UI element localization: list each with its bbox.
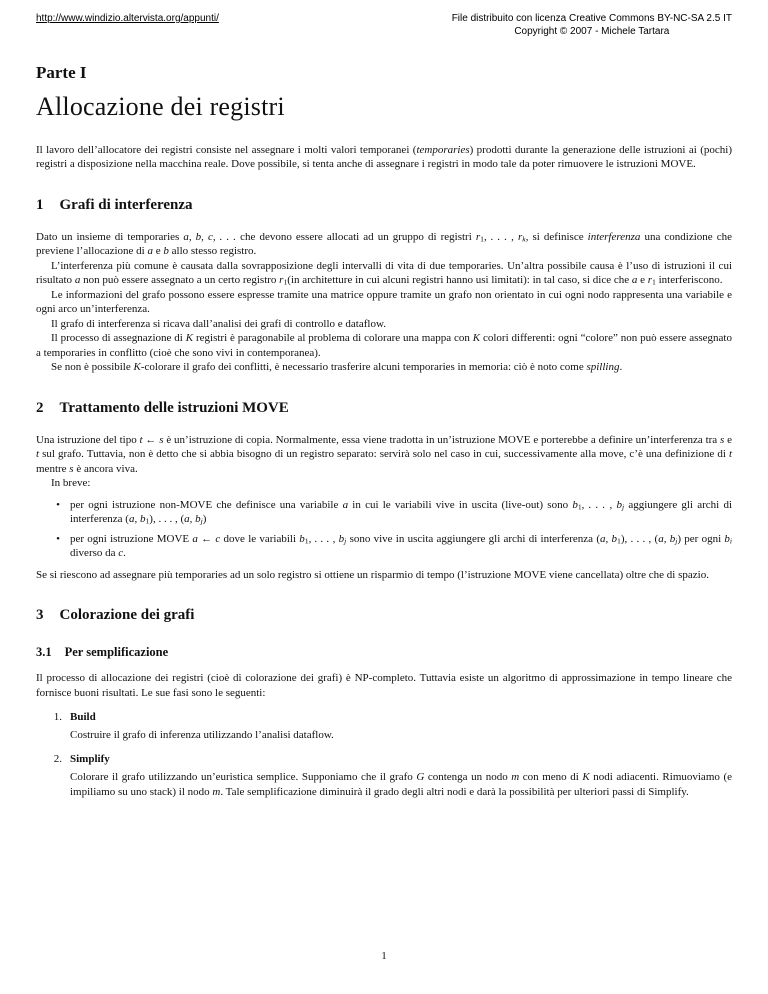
list-item bbox=[36, 752, 732, 800]
text-segment: c bbox=[215, 532, 221, 545]
s3-paragraph-1 bbox=[36, 671, 732, 700]
text-segment: 1 bbox=[283, 277, 288, 287]
text-segment: sono vive in uscita aggiungere gli archi di interferenza ( bbox=[346, 532, 600, 545]
text-segment: s bbox=[159, 433, 164, 446]
bullet-icon: • bbox=[56, 532, 60, 545]
text-segment: spilling bbox=[586, 361, 620, 374]
text-segment: ), . . . , ( bbox=[149, 513, 185, 526]
text-segment: ) prodotti durante la generazione delle istruzioni ai (pochi) registri a disposizione nella macchina reale. Dove possibile, si tenta anche di assegnare i registri in modo tale da poter rimuovere le istruzioni MOVE. bbox=[36, 143, 732, 171]
text-segment: L’interferenza più comune è causata dalla sovrapposizione degli intervalli di vita di due temporaries. Un’altra possibile causa è l’uso di istruzioni il cui risultato bbox=[36, 259, 732, 287]
section-3-title: Colorazione dei grafi bbox=[59, 607, 195, 624]
text-segment: K bbox=[133, 361, 141, 374]
text-segment: in cui le variabili vive in uscita (live-out) sono bbox=[348, 498, 573, 511]
s1-paragraph-5 bbox=[36, 331, 732, 360]
item-number: 1. bbox=[53, 710, 62, 723]
text-segment: e bbox=[724, 433, 732, 446]
section-3-heading bbox=[36, 606, 732, 626]
section-1-number: 1 bbox=[36, 196, 44, 213]
text-segment: 1 bbox=[480, 234, 484, 244]
part-label: Parte I bbox=[36, 63, 87, 82]
text-segment: e bbox=[152, 245, 164, 258]
text-segment: (in architetture in cui alcuni registri hanno usi limitati): in tal caso, si dice che bbox=[287, 274, 632, 287]
intro-paragraph bbox=[36, 143, 732, 172]
text-segment: K bbox=[472, 332, 481, 345]
text-segment: a bbox=[74, 274, 81, 287]
text-segment: r bbox=[279, 274, 284, 287]
text-segment: aggiungere gli archi di interferenza ( bbox=[70, 498, 733, 526]
text-segment: interferiscono. bbox=[655, 274, 723, 287]
text-segment: con meno di bbox=[519, 771, 583, 784]
text-segment: a bbox=[192, 532, 198, 545]
section-2-title: Trattamento delle istruzioni MOVE bbox=[59, 399, 289, 416]
text-segment: è ancora viva. bbox=[73, 462, 138, 475]
text-segment: a, b, c, . . . bbox=[183, 230, 237, 243]
text-segment: allo stesso registro. bbox=[168, 245, 257, 258]
license-block bbox=[452, 12, 732, 38]
text-segment: j bbox=[621, 502, 625, 512]
text-segment: Il grafo di interferenza si ricava dall’analisi dei grafi di controllo e dataflow. bbox=[51, 317, 386, 330]
text-segment: Il lavoro dell’allocatore dei registri consiste nel assegnare i molti valori temporanei ( bbox=[36, 143, 417, 156]
text-segment: e bbox=[637, 274, 648, 287]
text-segment: temporaries bbox=[416, 143, 470, 156]
item-number: 2. bbox=[53, 752, 62, 765]
text-segment: a, b bbox=[658, 532, 676, 545]
s1-paragraph-3 bbox=[36, 288, 732, 317]
text-segment: . Tale semplificazione diminuirà il grado degli altri nodi e darà la possibilità per ulteriori passi di Simplify. bbox=[220, 785, 689, 798]
text-segment: r bbox=[647, 274, 653, 287]
text-segment: In breve: bbox=[51, 477, 91, 490]
text-segment: sul grafo. Tuttavia, non è detto che si abbia bisogno di un registro separato: servirà solo nel caso in cui, successivamente alla move, c’è una definizione di bbox=[39, 448, 729, 461]
text-segment: a bbox=[147, 245, 153, 258]
text-segment: t bbox=[728, 448, 732, 461]
subsection-title: Per semplificazione bbox=[64, 644, 169, 659]
text-segment: a bbox=[631, 274, 638, 287]
section-1-title: Grafi di interferenza bbox=[59, 196, 193, 213]
list-item bbox=[36, 498, 732, 527]
document-title: Allocazione dei registri bbox=[36, 92, 285, 122]
license-line: File distribuito con licenza Creative Commons BY-NC-SA 2.5 IT bbox=[451, 13, 732, 24]
text-segment: b bbox=[572, 498, 578, 511]
text-segment: m bbox=[212, 785, 221, 798]
text-segment: una condizione che previene l’allocazione di bbox=[36, 230, 732, 258]
text-segment: -colorare il grafo dei conflitti, è necessario trasferire alcuni temporaries in memoria: ciò è noto come bbox=[140, 361, 587, 374]
text-segment: s bbox=[720, 433, 725, 446]
subsection-number: 3.1 bbox=[36, 644, 52, 659]
appunti-link[interactable]: http://www.windizio.altervista.org/appunti/ bbox=[36, 13, 219, 24]
text-segment: b bbox=[299, 532, 305, 545]
item-description bbox=[70, 728, 732, 743]
item-title: Build bbox=[70, 710, 96, 723]
section-1-heading bbox=[36, 196, 732, 216]
text-segment: che devono essere allocati ad un gruppo di registri bbox=[236, 230, 476, 243]
item-title: Simplify bbox=[70, 752, 110, 765]
text-segment: Il processo di allocazione dei registri (cioè di colorazione dei grafi) è NP-completo. Tuttavia esiste un algoritmo di approssimazione in tempo lineare che fornisce buoni risultati. Le sue fasi sono le seguenti: bbox=[36, 672, 732, 699]
text-segment: 1 bbox=[304, 536, 309, 546]
text-segment: c bbox=[118, 547, 124, 560]
text-segment: j bbox=[344, 536, 347, 546]
text-segment: mentre bbox=[36, 462, 70, 475]
text-segment: K bbox=[582, 771, 590, 784]
text-segment: t bbox=[139, 433, 143, 446]
text-segment: registri è paragonabile al problema di colorare una mappa con bbox=[193, 332, 473, 345]
bullet-icon: • bbox=[56, 498, 60, 511]
s1-paragraph-4 bbox=[36, 317, 732, 332]
text-segment: ), . . . , ( bbox=[620, 532, 659, 545]
section-2-heading bbox=[36, 399, 732, 419]
text-segment: per ogni istruzione non-MOVE che definisce una variabile bbox=[70, 498, 343, 511]
text-segment: diverso da bbox=[70, 547, 119, 560]
list-item bbox=[36, 532, 732, 561]
list-item bbox=[36, 710, 732, 743]
list-item-label bbox=[36, 752, 732, 767]
text-segment: ) per ogni bbox=[677, 532, 725, 545]
text-segment: s bbox=[69, 462, 74, 475]
s1-paragraph-6 bbox=[36, 360, 732, 375]
text-segment: r bbox=[475, 230, 481, 243]
text-segment: colori differenti: ogni “colore” non può essere assegnato a temporaries in conflitto (cioè che sono vivi in contemporanea). bbox=[36, 332, 732, 359]
text-segment: Dato un insieme di temporaries bbox=[36, 230, 184, 243]
s1-paragraph-1 bbox=[36, 230, 732, 259]
text-segment: ) bbox=[202, 513, 207, 526]
text-segment: , . . . , r bbox=[483, 230, 523, 243]
text-segment: a, b bbox=[128, 513, 146, 526]
text-segment: Il processo di assegnazione di bbox=[51, 332, 186, 345]
copyright-line: Copyright © 2007 - Michele Tartara bbox=[514, 26, 670, 37]
text-segment: Se non è possibile bbox=[51, 361, 134, 374]
list-item-text bbox=[70, 532, 732, 561]
text-segment: 1 bbox=[577, 502, 582, 512]
list-item-label bbox=[36, 710, 732, 725]
text-segment: , . . . , b bbox=[308, 532, 345, 545]
s2-paragraph-1 bbox=[36, 433, 732, 477]
text-segment: b bbox=[724, 532, 730, 545]
text-segment: Costruire il grafo di inferenza utilizzando l’analisi dataflow. bbox=[70, 729, 334, 742]
text-segment: a, b bbox=[600, 532, 618, 545]
text-segment: per ogni istruzione MOVE bbox=[70, 532, 193, 545]
text-segment: , . . . , b bbox=[581, 498, 622, 511]
text-segment: nodi adiacenti. Rimuoviamo (e impiliamo su uno stack) il nodo bbox=[70, 771, 732, 798]
text-segment: i bbox=[729, 536, 733, 546]
text-segment: Le informazioni del grafo possono essere espresse tramite una matrice oppure tramite un grafo non orientato in cui ogni nodo rappresenta una variabile e ogni arco un’interferenza. bbox=[36, 288, 732, 316]
text-segment: 1 bbox=[617, 536, 621, 546]
text-segment: , si definisce bbox=[525, 230, 588, 243]
text-segment: a bbox=[342, 498, 349, 511]
section-2-number: 2 bbox=[36, 399, 44, 416]
s2-paragraph-3 bbox=[36, 568, 732, 583]
text-segment: k bbox=[522, 234, 526, 244]
text-segment: a, b bbox=[184, 513, 201, 526]
text-segment: interferenza bbox=[587, 230, 641, 243]
text-segment: K bbox=[185, 332, 194, 345]
text-segment: m bbox=[511, 771, 520, 784]
text-segment: . bbox=[123, 547, 126, 560]
bullet-list bbox=[36, 498, 732, 561]
subsection-3-1-heading bbox=[36, 644, 732, 661]
text-segment: j bbox=[200, 516, 203, 526]
text-segment: Se si riescono ad assegnare più temporaries ad un solo registro si ottiene un risparmio di tempo (l’istruzione MOVE viene cancellata) oltre che di spazio. bbox=[36, 568, 709, 581]
text-segment: ← bbox=[197, 532, 216, 545]
text-segment: Una istruzione del tipo bbox=[36, 433, 140, 446]
text-segment: 1 bbox=[145, 516, 150, 526]
item-description bbox=[70, 770, 732, 799]
text-segment: b bbox=[163, 245, 169, 258]
text-segment: contenga un nodo bbox=[424, 771, 512, 784]
numbered-list bbox=[36, 710, 732, 800]
s1-paragraph-2 bbox=[36, 259, 732, 288]
text-segment: . bbox=[619, 361, 623, 374]
text-segment: 1 bbox=[652, 277, 656, 287]
text-segment: ← bbox=[142, 433, 160, 446]
text-segment: dove le variabili bbox=[220, 532, 300, 545]
s2-paragraph-2 bbox=[36, 476, 732, 491]
section-3-number: 3 bbox=[36, 607, 44, 624]
text-segment: G bbox=[416, 771, 425, 784]
text-segment: Colorare il grafo utilizzando un’euristica semplice. Supponiamo che il grafo bbox=[70, 771, 417, 784]
text-segment: è un’istruzione di copia. Normalmente, essa viene tradotta in un’istruzione MOVE e porterebbe a definire un’interferenza tra bbox=[163, 433, 721, 446]
list-item-text bbox=[70, 498, 732, 527]
page-header bbox=[36, 12, 732, 38]
page-number: 1 bbox=[381, 950, 387, 963]
text-segment: j bbox=[675, 536, 678, 546]
text-segment: non può essere assegnato a un certo registro bbox=[80, 274, 280, 287]
text-segment: t bbox=[36, 448, 40, 461]
